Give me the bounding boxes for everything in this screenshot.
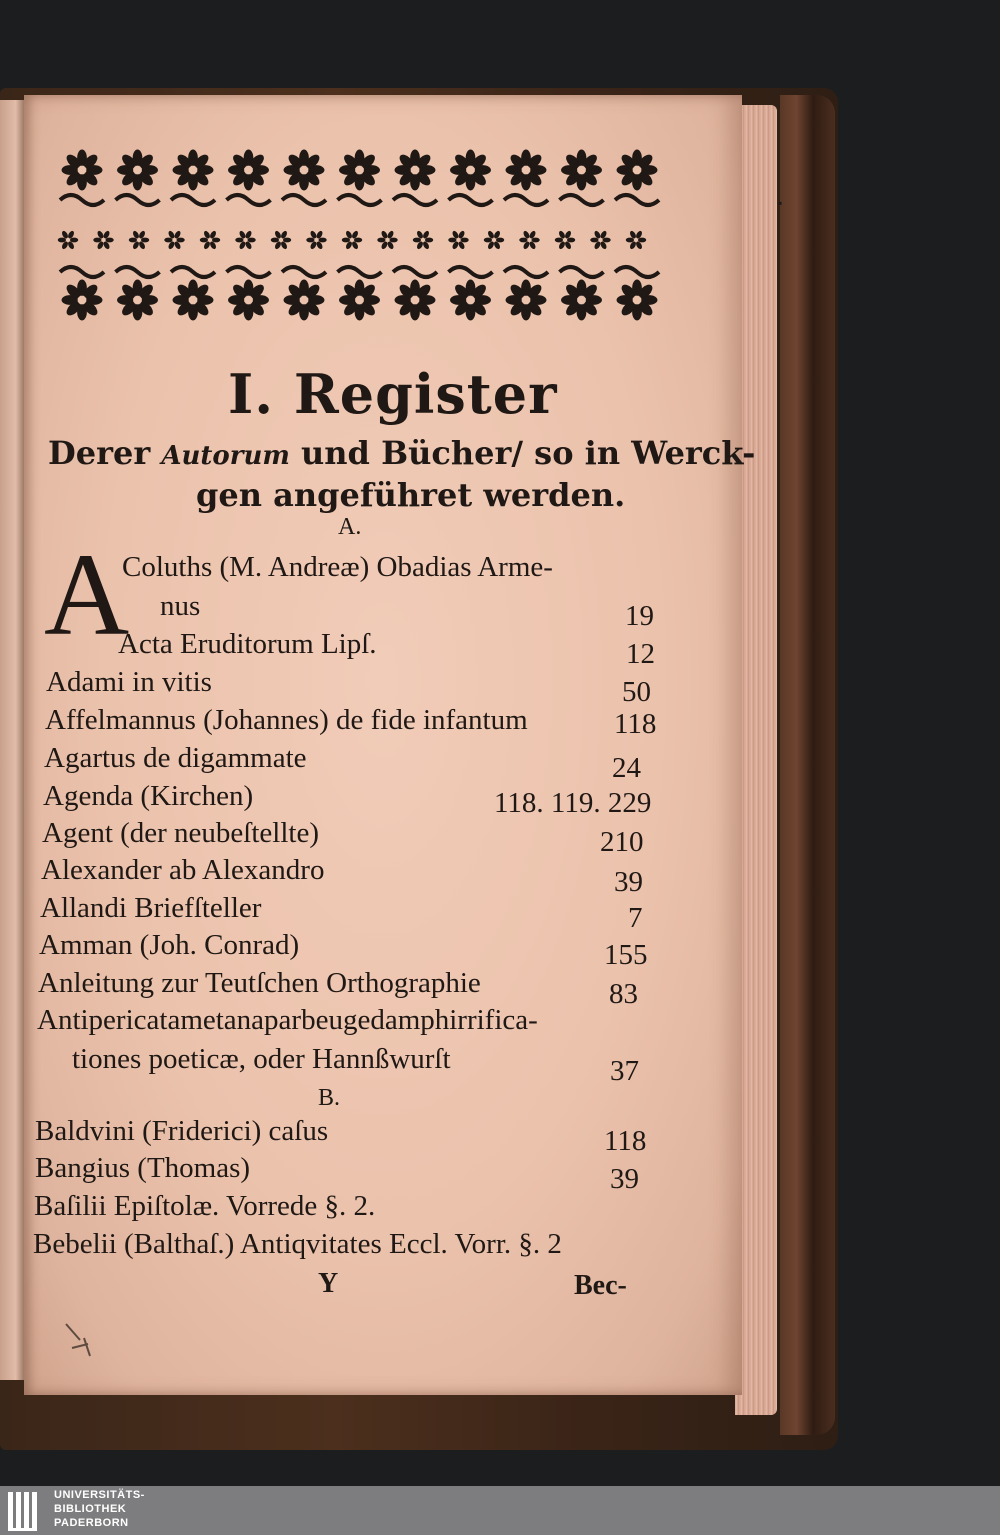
list-item: nus	[160, 590, 201, 622]
list-item: Agent (der neubeſtellte)	[42, 817, 319, 849]
page-number: 50	[622, 676, 651, 708]
list-item: Anleitung zur Teutſchen Orthographie	[38, 967, 481, 999]
page-number: 12	[626, 638, 655, 670]
list-item: Bangius (Thomas)	[35, 1152, 251, 1184]
page-number: 210	[600, 826, 644, 858]
page-number: 83	[609, 978, 638, 1010]
list-item: Amman (Joh. Conrad)	[39, 929, 300, 961]
subtitle-line-2: gen angeführet werden.	[196, 476, 626, 514]
page-number: 39	[610, 1163, 639, 1195]
library-name-line-1: UNIVERSITÄTS-	[54, 1489, 145, 1501]
page-number: 37	[610, 1055, 639, 1087]
list-item: Coluths (M. Andreæ) Obadias Arme-	[122, 551, 553, 583]
list-item: Baſilii Epiſtolæ. Vorrede §. 2.	[34, 1190, 376, 1222]
book-spine-edge	[780, 95, 835, 1435]
list-item: Baldvini (Friderici) caſus	[35, 1115, 329, 1147]
list-item: tiones poeticæ, oder Hannßwurſt	[72, 1043, 451, 1075]
page-title: I. Register	[228, 362, 558, 426]
facing-page-sliver	[0, 100, 26, 1380]
list-item: Agartus de digammate	[44, 742, 307, 774]
page-number: 7	[628, 902, 643, 934]
list-item: Allandi Briefſteller	[40, 892, 262, 924]
section-heading-a: A.	[338, 514, 362, 540]
signature-mark: Y	[318, 1268, 339, 1299]
subtitle-part-2: und Bücher/ so in Werck-	[289, 434, 756, 472]
catchword: Bec-	[574, 1270, 627, 1301]
subtitle-part-1: Derer	[48, 434, 162, 472]
page-number: 118. 119. 229	[494, 787, 652, 819]
list-item: Adami in vitis	[46, 666, 212, 698]
subtitle-italic: Autorum	[161, 441, 290, 471]
subtitle-line-1	[48, 434, 755, 472]
library-logo-icon	[6, 1490, 42, 1532]
library-name-line-3: PADERBORN	[54, 1517, 129, 1529]
list-item: Bebelii (Balthaſ.) Antiqvitates Eccl. Vorr. §. 2	[33, 1228, 562, 1260]
page-number: 118	[604, 1125, 647, 1157]
page-number: 155	[604, 939, 648, 971]
page-number: 19	[625, 600, 654, 632]
library-name-line-2: BIBLIOTHEK	[54, 1503, 127, 1515]
library-footer	[0, 1486, 1000, 1535]
section-heading-b: B.	[318, 1085, 341, 1111]
list-item: Acta Eruditorum Lipſ.	[118, 628, 377, 660]
edge-mark: ▪	[778, 196, 783, 210]
page-number: 118	[614, 708, 657, 740]
page-number: 24	[612, 752, 641, 784]
list-item: Affelmannus (Johannes) de fide infantum	[45, 704, 528, 736]
list-item: Agenda (Kirchen)	[43, 780, 254, 812]
list-item: Antipericatametanaparbeugedamphirrifica-	[37, 1004, 538, 1036]
ornament-band-icon	[54, 148, 664, 328]
page-number: 39	[614, 866, 643, 898]
stray-ink-mark-icon	[62, 1318, 102, 1368]
list-item: Alexander ab Alexandro	[41, 854, 325, 886]
drop-cap: A	[44, 529, 130, 660]
